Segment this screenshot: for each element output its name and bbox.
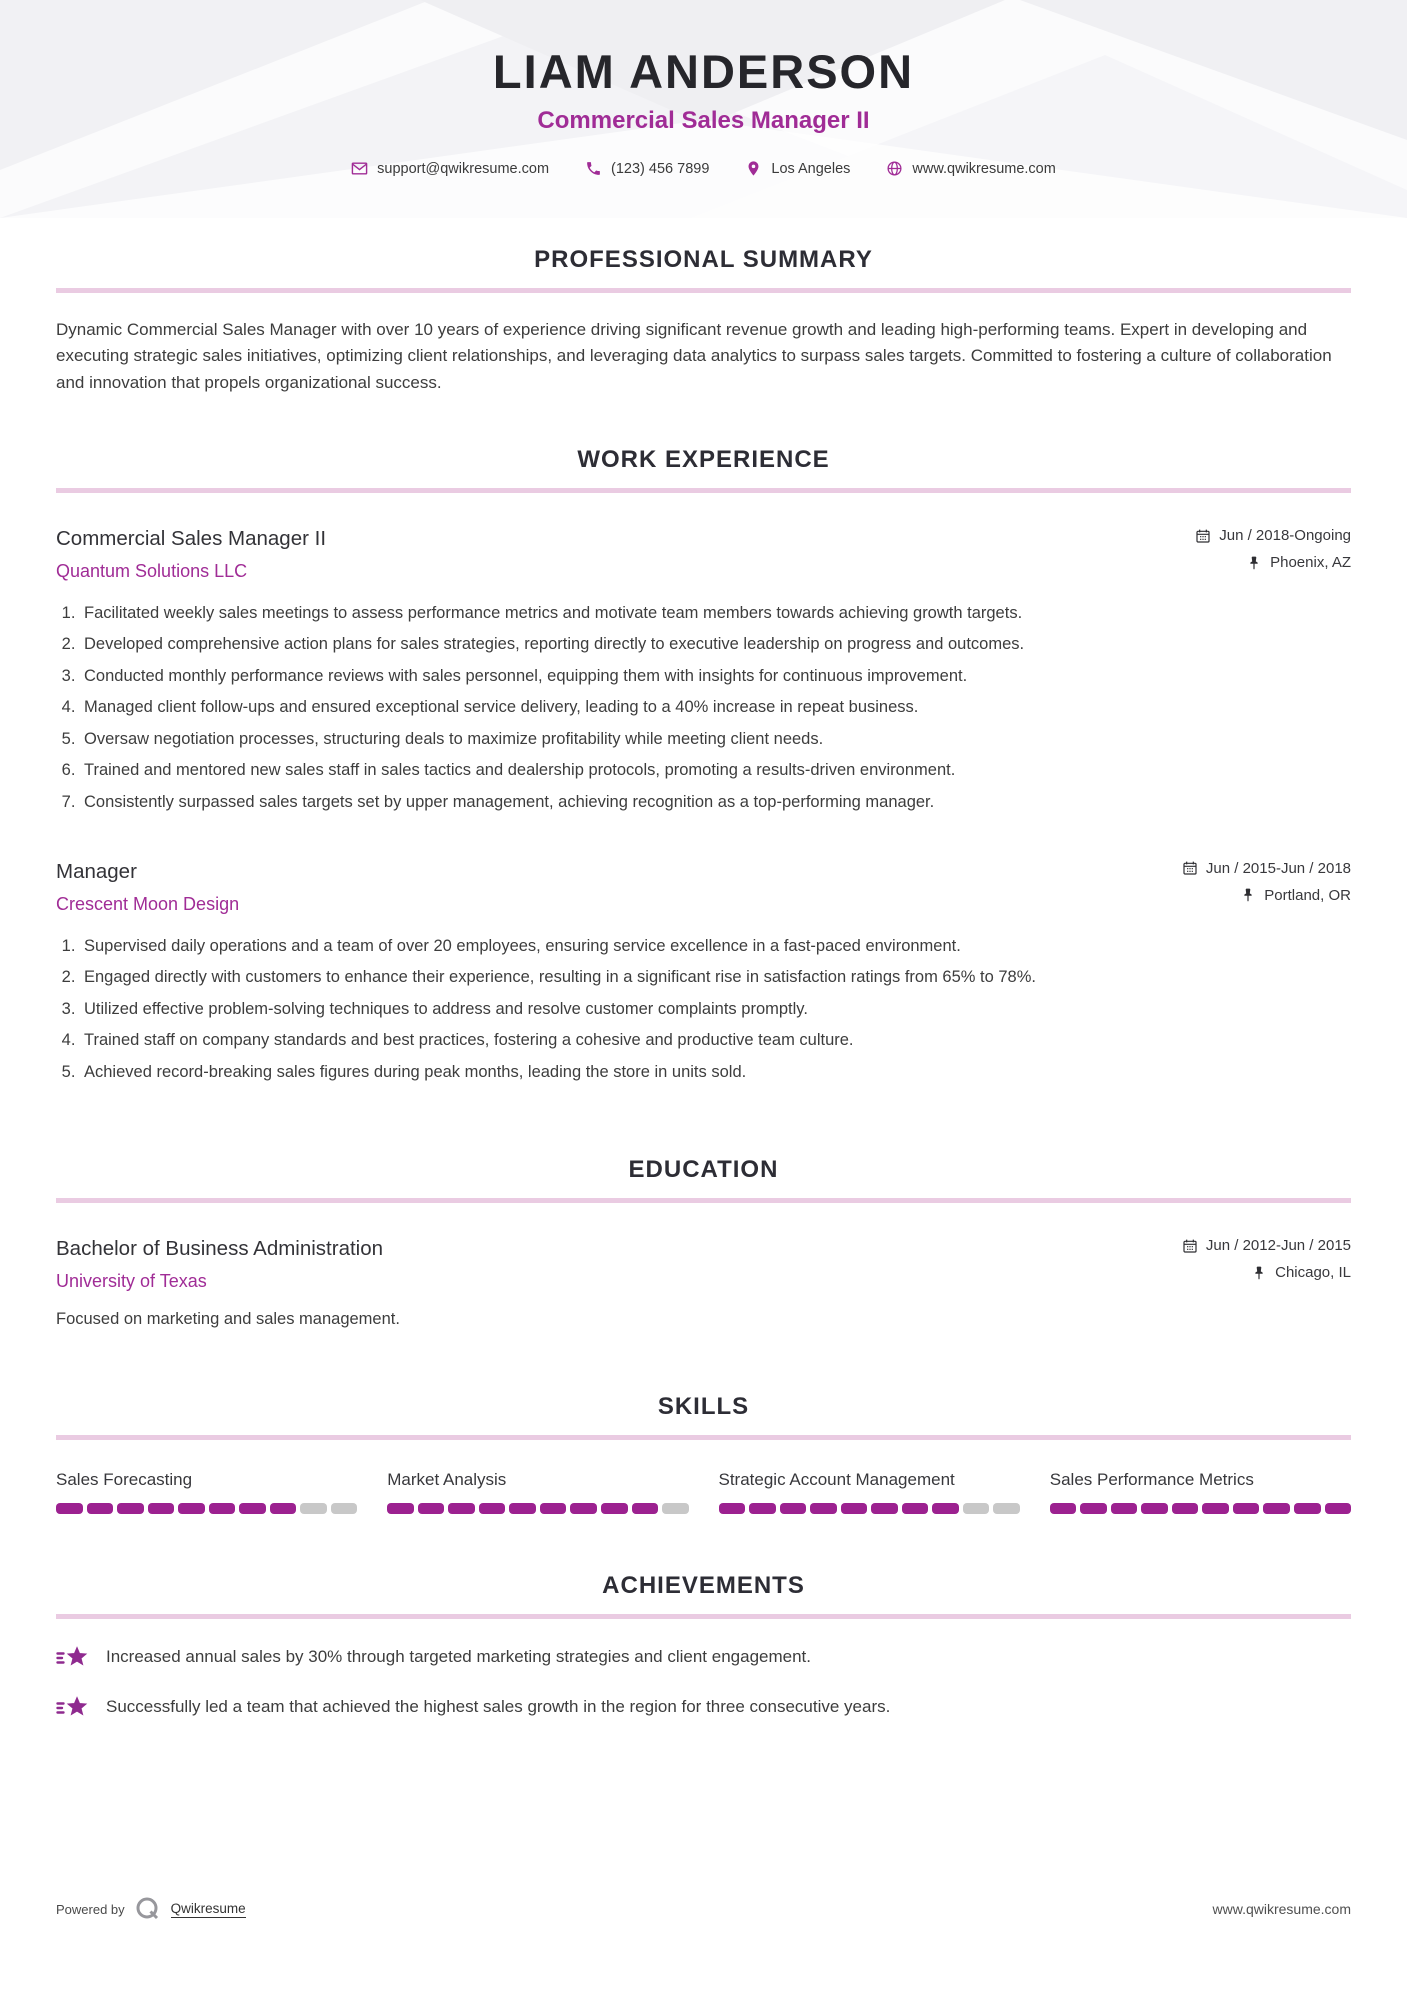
shooting-star-icon (56, 1645, 90, 1671)
section-divider (56, 1435, 1351, 1440)
contact-website-text: www.qwikresume.com (912, 160, 1056, 177)
contact-row (0, 160, 1407, 177)
skill-meter-segment (1325, 1503, 1352, 1514)
summary-heading: PROFESSIONAL SUMMARY (534, 246, 873, 273)
calendar-icon (1182, 1238, 1198, 1254)
powered-by-label: Powered by (56, 1901, 125, 1917)
contact-website[interactable] (886, 160, 1055, 177)
shooting-star-icon (56, 1695, 90, 1721)
skill-meter-segment (270, 1503, 297, 1514)
skill-meter-segment (570, 1503, 597, 1514)
achievement-text: Increased annual sales by 30% through targeted marketing strategies and client engagement. (106, 1647, 812, 1667)
pushpin-icon (1246, 555, 1262, 571)
skill-meter-segment (1050, 1503, 1077, 1514)
education-entry (56, 1237, 1351, 1329)
skills-grid (56, 1470, 1351, 1514)
job-bullet: 7. Consistently surpassed sales targets set by upper management, achieving recognition as a top-performing manager. (80, 791, 1351, 814)
contact-phone (585, 160, 709, 177)
skill-meter-segment (418, 1503, 445, 1514)
job-entry (56, 527, 1351, 814)
skill-meter (56, 1503, 357, 1514)
skill-meter-segment (780, 1503, 807, 1514)
candidate-name: LIAM ANDERSON (492, 45, 915, 98)
skill-meter (1050, 1503, 1351, 1514)
skill-meter-segment (117, 1503, 144, 1514)
skill-meter-segment (540, 1503, 567, 1514)
skill-meter-segment (56, 1503, 83, 1514)
section-divider (56, 1198, 1351, 1203)
job-location: Portland, OR (1264, 886, 1351, 904)
skill-meter-segment (749, 1503, 776, 1514)
education-heading: EDUCATION (628, 1156, 779, 1184)
skill-meter-segment (1141, 1503, 1168, 1514)
skill-meter-segment (87, 1503, 114, 1514)
job-date: Jun / 2015-Jun / 2018 (1205, 859, 1351, 877)
contact-location-text: Los Angeles (771, 160, 851, 177)
pushpin-icon (1251, 1265, 1267, 1281)
skill-meter-segment (902, 1503, 929, 1514)
skill-meter-segment (1233, 1503, 1260, 1514)
skill-name: Sales Performance Metrics (1049, 1470, 1254, 1490)
skills-heading: SKILLS (657, 1393, 750, 1421)
qwikresume-brand-link[interactable]: Qwikresume (170, 1900, 246, 1916)
skill-meter (719, 1503, 1020, 1514)
location-pin-icon (745, 160, 762, 177)
contact-location (745, 160, 850, 177)
section-work-experience (56, 446, 1351, 1084)
job-bullet: 4. Managed client follow-ups and ensured exceptional service delivery, leading to a 40% increase in repeat business. (80, 696, 1351, 719)
skill-meter-segment (479, 1503, 506, 1514)
job-title: Commercial Sales Manager II (56, 527, 327, 551)
skill-meter-segment (963, 1503, 990, 1514)
job-bullet: 6. Trained and mentored new sales staff in sales tactics and dealership protocols, promoting a results-driven environment. (80, 759, 1351, 782)
section-achievements (56, 1572, 1351, 1721)
section-skills (56, 1393, 1351, 1514)
skill-meter-segment (662, 1503, 689, 1514)
job-bullet: 2. Engaged directly with customers to enhance their experience, resulting in a significant rise in satisfaction ratings from 65% to 78%. (80, 966, 1351, 989)
skill-meter-segment (1172, 1503, 1199, 1514)
education-meta (1182, 1237, 1351, 1291)
skill-meter (387, 1503, 688, 1514)
section-divider (56, 288, 1351, 293)
skill-item (56, 1470, 357, 1514)
skill-meter-segment (178, 1503, 205, 1514)
skill-meter-segment (331, 1503, 358, 1514)
job-title: Manager (56, 859, 137, 883)
pushpin-icon (1240, 887, 1256, 903)
skill-meter-segment (993, 1503, 1020, 1514)
job-bullet: 1. Facilitated weekly sales meetings to assess performance metrics and motivate team members towards achieving growth targets. (80, 602, 1351, 625)
section-divider (56, 1614, 1351, 1619)
skill-meter-segment (1111, 1503, 1138, 1514)
skill-meter-segment (1202, 1503, 1229, 1514)
education-note: Focused on marketing and sales management. (56, 1310, 400, 1329)
skill-name: Sales Forecasting (56, 1470, 193, 1490)
skill-item (1050, 1470, 1351, 1514)
calendar-icon (1195, 528, 1211, 544)
achievements-list (56, 1647, 1351, 1721)
skill-name: Strategic Account Management (718, 1470, 955, 1490)
resume-header (0, 0, 1407, 218)
job-location: Phoenix, AZ (1270, 554, 1351, 572)
job-bullet-list (56, 935, 1351, 1084)
achievement-item (56, 1647, 1351, 1671)
skill-meter-segment (448, 1503, 475, 1514)
footer-site-url[interactable]: www.qwikresume.com (1212, 1901, 1351, 1917)
job-bullet-list (56, 602, 1351, 814)
skill-meter-segment (871, 1503, 898, 1514)
phone-icon (585, 160, 602, 177)
job-company: Quantum Solutions LLC (56, 561, 248, 582)
section-divider (56, 488, 1351, 493)
job-entry (56, 860, 1351, 1084)
page-footer (56, 1896, 1351, 1922)
skill-meter-segment (509, 1503, 536, 1514)
skill-meter-segment (719, 1503, 746, 1514)
achievement-text: Successfully led a team that achieved the highest sales growth in the region for three consecutive years. (106, 1697, 891, 1717)
job-meta (1195, 527, 1351, 581)
candidate-job-title: Commercial Sales Manager II (537, 107, 870, 134)
education-degree: Bachelor of Business Administration (56, 1237, 384, 1261)
skill-meter-segment (148, 1503, 175, 1514)
job-bullet: 5. Oversaw negotiation processes, structuring deals to maximize profitability while meeting client needs. (80, 728, 1351, 751)
job-company: Crescent Moon Design (56, 893, 240, 914)
education-location: Chicago, IL (1275, 1264, 1351, 1282)
skill-meter-segment (1080, 1503, 1107, 1514)
skill-meter-segment (239, 1503, 266, 1514)
job-bullet: 3. Conducted monthly performance reviews with sales personnel, equipping them with insights for continuous improvement. (80, 665, 1351, 688)
job-bullet: 3. Utilized effective problem-solving techniques to address and resolve customer complaints promptly. (80, 998, 1351, 1021)
job-meta (1182, 860, 1351, 914)
skill-item (719, 1470, 1020, 1514)
job-bullet: 2. Developed comprehensive action plans for sales strategies, reporting directly to executive leadership on progress and outcomes. (80, 633, 1351, 656)
section-education (56, 1156, 1351, 1329)
skill-meter-segment (209, 1503, 236, 1514)
skill-meter-segment (810, 1503, 837, 1514)
job-bullet: 4. Trained staff on company standards and best practices, fostering a cohesive and productive team culture. (80, 1029, 1351, 1052)
qwikresume-logo-icon (135, 1896, 161, 1922)
skill-meter-segment (841, 1503, 868, 1514)
contact-email-text: support@qwikresume.com (377, 160, 550, 177)
section-professional-summary (56, 246, 1351, 396)
globe-icon (886, 160, 903, 177)
achievement-item (56, 1697, 1351, 1721)
envelope-icon (351, 160, 368, 177)
skill-meter-segment (387, 1503, 414, 1514)
achievements-heading: ACHIEVEMENTS (602, 1572, 805, 1600)
summary-text: Dynamic Commercial Sales Manager with over 10 years of experience driving significant revenue growth and leading high-performing teams. Expert in developing and executing strategic sales initiatives, optimizing client relationships, and leveraging data analytics to surpass sales targets. Committed to fostering a culture of collaboration and innovation that propels organizational success. (56, 320, 1332, 392)
skill-meter-segment (300, 1503, 327, 1514)
skill-meter-segment (1263, 1503, 1290, 1514)
skill-meter-segment (601, 1503, 628, 1514)
job-bullet: 1. Supervised daily operations and a team of over 20 employees, ensuring service excellence in a fast-paced environment. (80, 935, 1351, 958)
skill-meter-segment (632, 1503, 659, 1514)
education-school: University of Texas (56, 1271, 207, 1292)
calendar-icon (1182, 860, 1198, 876)
education-date: Jun / 2012-Jun / 2015 (1205, 1237, 1351, 1255)
job-date: Jun / 2018-Ongoing (1219, 527, 1351, 545)
skill-meter-segment (1294, 1503, 1321, 1514)
experience-heading: WORK EXPERIENCE (577, 446, 830, 474)
job-bullet: 5. Achieved record-breaking sales figures during peak months, leading the store in units sold. (80, 1061, 1351, 1084)
skill-meter-segment (932, 1503, 959, 1514)
contact-phone-text: (123) 456 7899 (611, 160, 710, 177)
skill-item (387, 1470, 688, 1514)
skill-name: Market Analysis (387, 1470, 507, 1490)
contact-email[interactable] (351, 160, 549, 177)
